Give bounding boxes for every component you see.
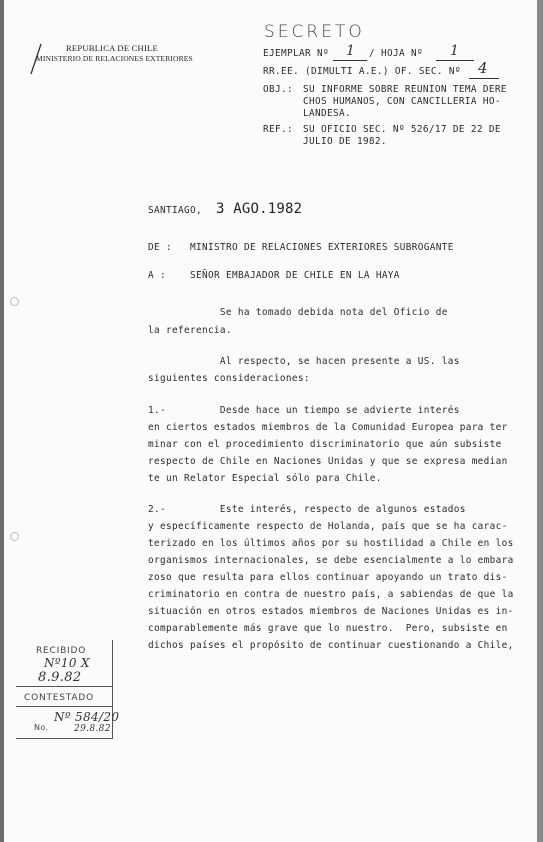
rr-label: RR.EE. (DIMULTI A.E.) OF. SEC. Nº [263, 66, 461, 77]
body-line: minar con el procedimiento discriminatorio que aún subsiste [148, 439, 502, 450]
ref-line-2: JULIO DE 1982. [303, 136, 387, 147]
stamp-no-label: No. [34, 723, 49, 732]
body-line: la referencia. [148, 325, 232, 336]
stamp-divider [16, 706, 112, 707]
stamp-contestado-number: Nº 584/20 [54, 710, 120, 724]
body-line: Al respecto, se hacen presente a US. las [148, 356, 460, 367]
stamp-recibido-label: RECIBIDO [36, 646, 87, 656]
body-line: 2.- Este interés, respecto de algunos estados [148, 504, 466, 515]
classification-heading: SECRETO [264, 22, 365, 42]
body-line: respecto de Chile en Naciones Unidas y que se expresa median [148, 456, 508, 467]
stamp-recibido-date: 8.9.82 [38, 670, 82, 685]
de-label: DE : [148, 242, 172, 253]
obj-label: OBJ.: [263, 84, 293, 95]
de-value: MINISTRO DE RELACIONES EXTERIORES SUBROGANTE [190, 242, 454, 253]
scan-edge-right [537, 0, 543, 842]
stamp-recibido-number: Nº10 X [44, 656, 90, 670]
body-line: Se ha tomado debida nota del Oficio de [148, 307, 448, 318]
a-label: A : [148, 270, 166, 281]
body-line: comparablemente más grave que lo nuestro. Pero, subsiste en [148, 623, 508, 634]
body-line: siguientes consideraciones: [148, 373, 310, 384]
hoja-value: 1 [450, 43, 460, 59]
body-line: situación en otros estados miembros de Naciones Unidas es in- [148, 606, 514, 617]
a-value: SEÑOR EMBAJADOR DE CHILE EN LA HAYA [190, 270, 400, 281]
body-line: te un Relator Especial sólo para Chile. [148, 473, 382, 484]
ref-line-1: SU OFICIO SEC. Nº 526/17 DE 22 DE [303, 124, 501, 135]
rr-value: 4 [478, 59, 488, 77]
stamp-contestado-label: CONTESTADO [24, 693, 94, 703]
body-line: dichos países el propósito de continuar cuestionando a Chile, [148, 640, 514, 651]
body-line: en ciertos estados miembros de la Comunidad Europea para ter [148, 422, 508, 433]
ref-label: REF.: [263, 124, 293, 135]
ejemplar-label: EJEMPLAR Nº [263, 48, 329, 59]
punch-hole [10, 297, 19, 306]
body-line: zoso que resulta para ellos continuar apoyando un trato dis- [148, 572, 508, 583]
obj-line-3: LANDESA. [303, 108, 351, 119]
stamp-contestado-date: 29.8.82 [74, 724, 111, 734]
body-line: 1.- Desde hace un tiempo se advierte interés [148, 405, 460, 416]
body-line: terizado en los últimos años por su hostilidad a Chile en los [148, 538, 514, 549]
letterhead-ministry: MINISTERIO DE RELACIONES EXTERIORES [36, 54, 193, 63]
stamp-divider [16, 686, 112, 687]
body-line: y específicamente respecto de Holanda, país que se ha carac- [148, 521, 508, 532]
body-line: criminatorio en contra de nuestro país, a sabiendas de que la [148, 589, 514, 600]
obj-line-1: SU INFORME SOBRE REUNION TEMA DERE [303, 84, 507, 95]
body-line: organismos internacionales, se debe esencialmente a lo embara [148, 555, 514, 566]
letterhead-country: REPUBLICA DE CHILE [66, 43, 158, 53]
scan-edge-left [0, 0, 4, 842]
ejemplar-value: 1 [346, 43, 356, 59]
place-line: SANTIAGO, [148, 205, 202, 216]
punch-hole [10, 532, 19, 541]
obj-line-2: CHOS HUMANOS, CON CANCILLERIA HO- [303, 96, 501, 107]
date-stamp: 3 AGO.1982 [216, 201, 303, 217]
hoja-label: / HOJA Nº [369, 48, 423, 59]
